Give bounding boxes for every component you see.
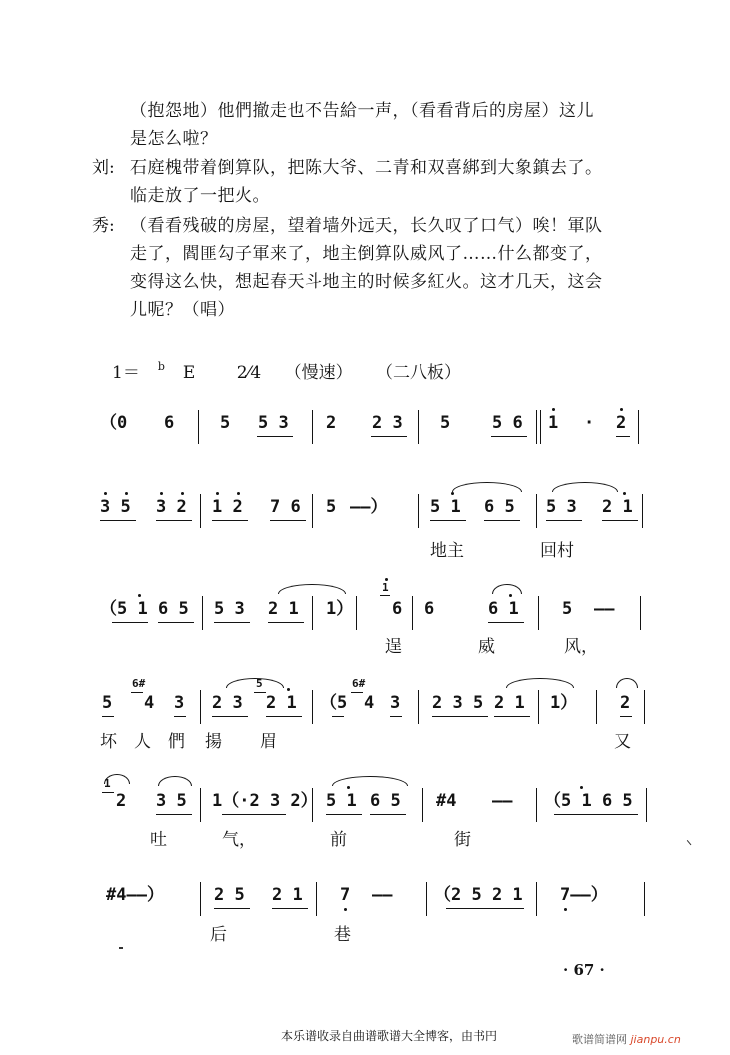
underline bbox=[390, 716, 402, 717]
underline bbox=[446, 908, 524, 909]
scan-mark bbox=[119, 947, 123, 949]
slur bbox=[452, 482, 522, 492]
score-note: 5 3 bbox=[214, 599, 245, 619]
score-note: （0 bbox=[100, 413, 128, 433]
score-note: 2 bbox=[620, 693, 631, 713]
score-note: 5 3 bbox=[546, 497, 577, 517]
underline bbox=[112, 622, 148, 623]
barline bbox=[646, 788, 647, 822]
slur bbox=[278, 584, 346, 594]
underline bbox=[270, 520, 306, 521]
score-note: 3 2 bbox=[156, 497, 187, 517]
underline bbox=[272, 908, 308, 909]
slur bbox=[226, 678, 284, 688]
barline bbox=[200, 882, 201, 916]
dialogue-line: （抱怨地）他們撤走也不告給一声，（看看背后的房屋）这儿 bbox=[130, 101, 594, 121]
score-note: 2 bbox=[616, 413, 627, 433]
score-note: 7 6 bbox=[270, 497, 301, 517]
high-octave-dot bbox=[125, 492, 128, 495]
barline bbox=[536, 882, 537, 916]
score-note: 2 1 bbox=[266, 693, 297, 713]
lyric: 回村 bbox=[540, 541, 574, 561]
dialogue-line: 走了，閻匪勾子軍来了，地主倒算队威风了……什么都变了， bbox=[130, 244, 603, 264]
lyric: 吐 bbox=[150, 830, 167, 850]
dialogue-line: 变得这么快，想起春天斗地主的时候多紅火。这才几天，这会 bbox=[130, 272, 603, 292]
score-row bbox=[100, 777, 645, 828]
score-note: 2 1 bbox=[272, 885, 303, 905]
score-note: 5 bbox=[220, 413, 231, 433]
high-octave-dot bbox=[509, 594, 512, 597]
score-note: 2 3 bbox=[372, 413, 403, 433]
score-note: （5 1 bbox=[100, 599, 148, 619]
underline bbox=[380, 595, 390, 596]
underline bbox=[131, 692, 143, 693]
slur bbox=[492, 584, 522, 594]
score-note: —— bbox=[594, 599, 615, 619]
scan-mark bbox=[687, 837, 695, 845]
barline bbox=[312, 410, 313, 444]
high-octave-dot bbox=[451, 492, 454, 495]
slur bbox=[332, 776, 408, 786]
lyric: 气， bbox=[222, 830, 256, 850]
barline bbox=[312, 788, 313, 822]
barline bbox=[418, 690, 419, 724]
score-note: 1） bbox=[326, 599, 354, 619]
underline bbox=[214, 908, 250, 909]
score-row bbox=[100, 490, 645, 534]
score-note: 5 3 bbox=[258, 413, 289, 433]
score-note: 3 bbox=[174, 693, 185, 713]
score-note: 2 3 bbox=[212, 693, 243, 713]
underline bbox=[430, 520, 466, 521]
score-note: ——） bbox=[350, 497, 388, 517]
score-note: 7 bbox=[340, 885, 351, 905]
high-octave-dot bbox=[216, 492, 219, 495]
dialogue-line: 儿呢？（唱） bbox=[130, 300, 235, 320]
lyric: 街 bbox=[454, 830, 471, 850]
underline bbox=[332, 716, 344, 717]
barline bbox=[198, 410, 199, 444]
lyric: 威 bbox=[478, 637, 495, 657]
barline bbox=[312, 690, 313, 724]
dialogue-line: （看看残破的房屋，望着墙外远天，长久叹了口气）唉！軍队 bbox=[130, 216, 603, 236]
underline bbox=[156, 520, 192, 521]
score-row bbox=[100, 581, 645, 636]
score-note: 2 1 bbox=[268, 599, 299, 619]
underline bbox=[212, 716, 248, 717]
score-note: 5 bbox=[326, 497, 337, 517]
lyric: 后 bbox=[210, 925, 227, 945]
score-note: 4 bbox=[364, 693, 375, 713]
high-octave-dot bbox=[580, 786, 583, 789]
score-note: 6 5 bbox=[370, 791, 401, 811]
score-note: 6 5 bbox=[484, 497, 515, 517]
score-note: 6 1 bbox=[488, 599, 519, 619]
barline bbox=[200, 788, 201, 822]
barline bbox=[312, 494, 313, 528]
high-octave-dot bbox=[287, 688, 290, 691]
barline bbox=[638, 410, 639, 444]
lyric: 地主 bbox=[430, 541, 464, 561]
underline bbox=[100, 520, 136, 521]
lyric: 又 bbox=[614, 732, 631, 752]
barline bbox=[412, 596, 413, 630]
score-note: 7——） bbox=[560, 885, 608, 905]
barline bbox=[644, 882, 645, 916]
lyric: 揚 bbox=[205, 732, 222, 752]
slur bbox=[552, 482, 618, 492]
score-note: （5 bbox=[320, 693, 348, 713]
slur bbox=[158, 776, 192, 786]
lyric: 逞 bbox=[385, 637, 402, 657]
barline bbox=[422, 788, 423, 822]
underline bbox=[371, 436, 407, 437]
score-note: 6 5 bbox=[158, 599, 189, 619]
lyric: 坏 bbox=[100, 732, 117, 752]
slur bbox=[616, 678, 638, 688]
underline bbox=[484, 520, 520, 521]
underline bbox=[602, 520, 638, 521]
barline bbox=[316, 882, 317, 916]
underline bbox=[156, 814, 192, 815]
high-octave-dot bbox=[237, 492, 240, 495]
barline bbox=[426, 882, 427, 916]
score-note: （5 1 6 5 bbox=[544, 791, 633, 811]
score-note: · bbox=[584, 413, 595, 433]
lyric: 巷 bbox=[334, 925, 351, 945]
lyric: 风， bbox=[564, 637, 598, 657]
high-octave-dot bbox=[552, 408, 555, 411]
score-note: 5 bbox=[440, 413, 451, 433]
grace-note: 5 bbox=[256, 677, 263, 690]
barline bbox=[418, 494, 419, 528]
underline bbox=[370, 814, 406, 815]
barline bbox=[538, 596, 539, 630]
score-note: 2 5 bbox=[214, 885, 245, 905]
underline bbox=[351, 692, 363, 693]
key-signature: 1＝ b E bbox=[112, 360, 196, 383]
underline bbox=[214, 622, 250, 623]
score-row bbox=[100, 677, 645, 730]
tempo-marking: （慢速） bbox=[284, 363, 353, 383]
underline bbox=[102, 792, 114, 793]
score-note: 2 bbox=[116, 791, 127, 811]
barline bbox=[536, 410, 537, 444]
barline bbox=[312, 596, 313, 630]
speaker-label: 秀: bbox=[92, 216, 115, 236]
underline bbox=[491, 436, 527, 437]
score-note: 1） bbox=[550, 693, 578, 713]
score-note: 6 bbox=[392, 599, 403, 619]
score-note: 1（·2 3 2） bbox=[212, 791, 318, 811]
underline bbox=[616, 436, 630, 437]
underline bbox=[268, 622, 304, 623]
score-note: #4——） bbox=[106, 885, 164, 905]
score-note: 5 1 bbox=[326, 791, 357, 811]
underline bbox=[158, 622, 194, 623]
barline bbox=[200, 690, 201, 724]
grace-note: 1 bbox=[382, 581, 389, 594]
score-note: （2 5 2 1 bbox=[434, 885, 523, 905]
underline bbox=[554, 814, 638, 815]
barline bbox=[540, 410, 541, 444]
barline bbox=[202, 596, 203, 630]
underline bbox=[257, 436, 293, 437]
grace-note: 6# bbox=[132, 677, 146, 690]
low-octave-dot bbox=[344, 908, 347, 911]
barline bbox=[642, 494, 643, 528]
barline bbox=[356, 596, 357, 630]
score-row bbox=[100, 406, 645, 450]
underline bbox=[266, 716, 302, 717]
barline bbox=[644, 690, 645, 724]
page-number: · 67 · bbox=[563, 961, 605, 979]
high-octave-dot bbox=[160, 492, 163, 495]
score-note: 6 bbox=[164, 413, 175, 433]
score-note: 3 5 bbox=[100, 497, 131, 517]
barline bbox=[538, 690, 539, 724]
style-marking: （二八板） bbox=[376, 363, 461, 383]
underline bbox=[620, 716, 632, 717]
score-note: 6 bbox=[424, 599, 435, 619]
underline bbox=[102, 716, 114, 717]
dialogue-line: 石庭槐带着倒算队，把陈大爷、二青和双喜綁到大象鎮去了。 bbox=[130, 158, 603, 178]
footer-text: 本乐谱收录自曲谱歌谱大全博客，由书円 bbox=[281, 1029, 498, 1043]
speaker-label: 刘: bbox=[92, 158, 115, 178]
high-octave-dot bbox=[138, 594, 141, 597]
slur bbox=[506, 678, 574, 688]
high-octave-dot bbox=[347, 786, 350, 789]
underline bbox=[494, 716, 530, 717]
score-note: 5 1 bbox=[430, 497, 461, 517]
score-row bbox=[100, 878, 645, 922]
underline bbox=[212, 520, 248, 521]
score-note: 2 3 5 bbox=[432, 693, 484, 713]
barline bbox=[418, 410, 419, 444]
barline bbox=[536, 788, 537, 822]
underline bbox=[546, 520, 582, 521]
score-note: —— bbox=[492, 791, 513, 811]
underline bbox=[488, 622, 524, 623]
score-note: 1 2 bbox=[212, 497, 243, 517]
score-note: 4 bbox=[144, 693, 155, 713]
watermark-site: 歌谱简谱网 bbox=[572, 1033, 627, 1046]
key-signature-line bbox=[112, 362, 479, 386]
high-octave-dot bbox=[623, 492, 626, 495]
barline bbox=[200, 494, 201, 528]
high-octave-dot bbox=[385, 578, 388, 581]
high-octave-dot bbox=[620, 408, 623, 411]
high-octave-dot bbox=[181, 492, 184, 495]
score-note: 3 5 bbox=[156, 791, 187, 811]
score-note: 5 6 bbox=[492, 413, 523, 433]
watermark bbox=[572, 1031, 681, 1047]
time-signature: 2⁄4 bbox=[236, 363, 262, 383]
low-octave-dot bbox=[564, 908, 567, 911]
score-note: 2 bbox=[326, 413, 337, 433]
score-note: 5 bbox=[562, 599, 573, 619]
underline bbox=[254, 692, 266, 693]
dialogue-line: 临走放了一把火。 bbox=[130, 186, 270, 206]
high-octave-dot bbox=[104, 492, 107, 495]
grace-note: 6# bbox=[352, 677, 366, 690]
lyric: 前 bbox=[330, 830, 347, 850]
score-note: #4 bbox=[436, 791, 457, 811]
lyric: 們 bbox=[168, 732, 185, 752]
score-note: 1 bbox=[548, 413, 559, 433]
score-note: 5 bbox=[102, 693, 113, 713]
barline bbox=[640, 596, 641, 630]
watermark-domain: jianpu.cn bbox=[630, 1033, 681, 1046]
barline bbox=[536, 494, 537, 528]
underline bbox=[432, 716, 488, 717]
lyric: 眉 bbox=[260, 732, 277, 752]
underline bbox=[174, 716, 186, 717]
grace-note: 1 bbox=[104, 777, 111, 790]
underline bbox=[326, 814, 362, 815]
score-note: 2 1 bbox=[602, 497, 633, 517]
underline bbox=[222, 814, 286, 815]
lyric: 人 bbox=[134, 732, 151, 752]
score-note: 2 1 bbox=[494, 693, 525, 713]
dialogue-line: 是怎么啦？ bbox=[130, 129, 218, 149]
score-note: 3 bbox=[390, 693, 401, 713]
slur bbox=[104, 774, 130, 784]
score-note: —— bbox=[372, 885, 393, 905]
barline bbox=[596, 690, 597, 724]
